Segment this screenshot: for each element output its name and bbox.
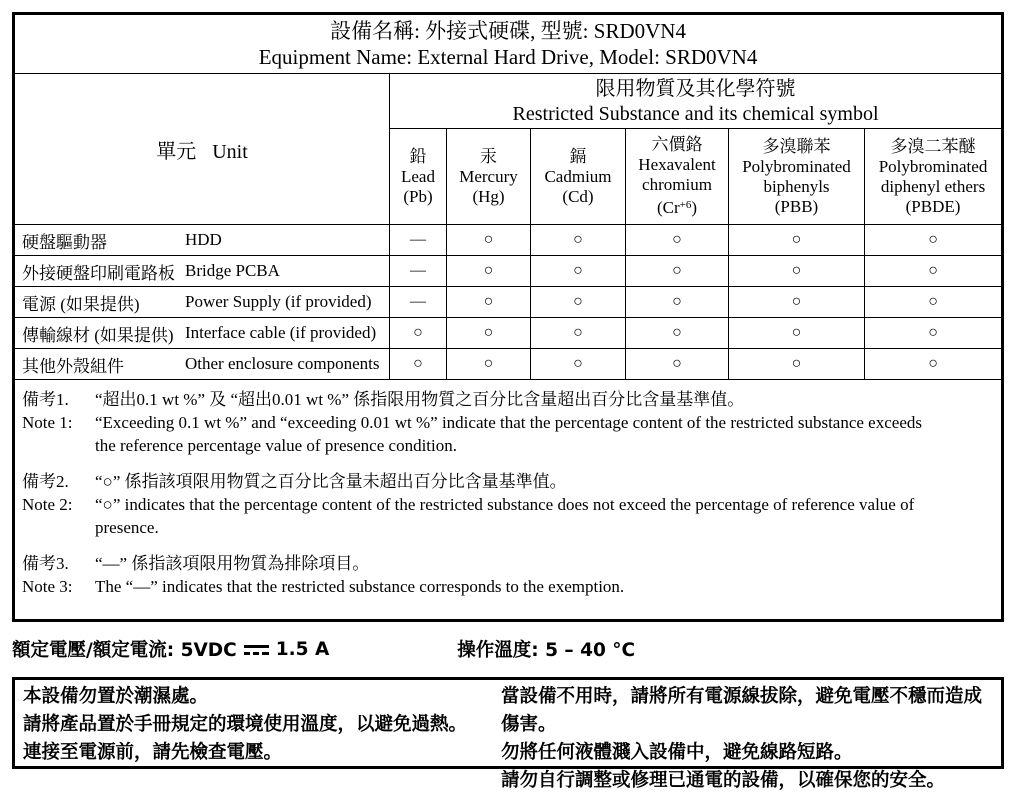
value-cell: — [390, 256, 447, 287]
value-cell: ○ [626, 256, 729, 287]
warning-item: 當設備不用時，請將所有電源線拔除，避免電壓不穩而造成傷害。 [501, 686, 983, 735]
note-1 [22, 388, 991, 457]
unit-zh: 外接硬盤印刷電路板 [22, 263, 175, 283]
note-2-label-en: Note 2: [22, 495, 73, 514]
equipment-title-row [14, 14, 1003, 74]
unit-en: HDD [185, 230, 222, 249]
pbb-zh: 多溴聯苯 [762, 136, 831, 156]
note-1-text-zh: “超出0.1 wt %” 及 “超出0.01 wt %” 係指限用物質之百分比含量超出百分比含量基準值。 [95, 390, 745, 409]
value-cell: ○ [729, 287, 865, 318]
unit-name-cell [14, 318, 390, 349]
unit-zh: 電源 (如果提供) [22, 294, 140, 314]
restricted-substances-table [12, 12, 1004, 622]
equipment-title-zh: 設備名稱: 外接式硬碟, 型號: SRD0VN4 [330, 19, 686, 43]
note-1-text-en: “Exceeding 0.1 wt %” and “exceeding 0.01 wt %” indicate that the percentage content of the restricted substance exceeds the reference percentage value of presence condition. [95, 413, 922, 455]
value-cell: ○ [626, 318, 729, 349]
rating-line [12, 637, 1004, 661]
table-row-other-enclosure [14, 349, 1003, 380]
hexavalent-chromium-zh: 六價鉻 [651, 135, 703, 154]
lead-en: Lead [401, 166, 435, 186]
col-header-cadmium [531, 129, 626, 225]
note-1-label-zh: 備考1. [22, 390, 69, 409]
value-cell: ○ [531, 349, 626, 380]
col-header-pbb [729, 129, 865, 225]
note-3-text-en: The “—” indicates that the restricted substance corresponds to the exemption. [95, 577, 625, 596]
restricted-header-en: Restricted Substance and its chemical symbol [512, 103, 879, 125]
unit-zh: 其他外殼組件 [22, 356, 124, 376]
pbde-symbol: (PBDE) [905, 196, 961, 216]
col-header-mercury [447, 129, 531, 225]
note-3-label-en: Note 3: [22, 577, 73, 596]
warning-item: 請將產品置於手冊規定的環境使用溫度，以避免過熱。 [23, 714, 468, 735]
pbde-zh: 多溴二苯醚 [890, 136, 976, 156]
cadmium-symbol: (Cd) [562, 186, 594, 206]
value-cell: — [390, 287, 447, 318]
value-cell: ○ [626, 225, 729, 256]
note-2-text-en: “○” indicates that the percentage content of the restricted substance does not exceed the percentage of reference value of presence. [95, 495, 915, 537]
unit-zh: 硬盤驅動器 [22, 232, 107, 252]
lead-zh: 鉛 [409, 146, 427, 166]
warning-item: 勿將任何液體濺入設備中，避免線路短路。 [501, 742, 853, 763]
value-cell: ○ [447, 287, 531, 318]
unit-en: Other enclosure components [185, 354, 380, 373]
note-3-text-zh: “—” 係指該項限用物質為排除項目。 [95, 554, 370, 573]
value-cell: ○ [531, 287, 626, 318]
notes-section [14, 380, 1003, 621]
equipment-title-en: Equipment Name: External Hard Drive, Model: SRD0VN4 [258, 45, 758, 69]
dc-current-symbol-icon [244, 645, 269, 655]
value-cell: ○ [729, 318, 865, 349]
col-header-lead [390, 129, 447, 225]
cadmium-en: Cadmium [544, 166, 612, 186]
operating-temperature: 操作溫度: 5 – 40 °C [457, 640, 636, 661]
lead-symbol: (Pb) [403, 186, 433, 206]
unit-name-cell [14, 349, 390, 380]
unit-name-cell [14, 256, 390, 287]
unit-en: Power Supply (if provided) [185, 292, 372, 311]
value-cell: ○ [626, 287, 729, 318]
unit-name-cell [14, 287, 390, 318]
restricted-header-zh: 限用物質及其化學符號 [595, 78, 796, 100]
note-2 [22, 470, 991, 539]
unit-zh: 傳輸線材 (如果提供) [22, 325, 174, 345]
value-cell: ○ [865, 256, 1003, 287]
unit-column-header [14, 74, 390, 225]
value-cell: ○ [531, 318, 626, 349]
unit-name-cell [14, 225, 390, 256]
warnings-left-column [23, 683, 501, 763]
value-cell: ○ [447, 318, 531, 349]
value-cell: ○ [729, 256, 865, 287]
note-1-label-en: Note 1: [22, 413, 73, 432]
value-cell: ○ [865, 287, 1003, 318]
pbb-symbol: (PBB) [774, 196, 819, 216]
rated-voltage-current-label: 額定電壓/額定電流: 5VDC [12, 640, 237, 661]
col-header-pbde [865, 129, 1003, 225]
safety-warnings-box [12, 677, 1004, 791]
value-cell: ○ [390, 318, 447, 349]
value-cell: ○ [531, 225, 626, 256]
hexavalent-chromium-en: Hexavalent chromium [638, 155, 716, 194]
restricted-substance-group-header [390, 74, 1003, 129]
value-cell: ○ [865, 225, 1003, 256]
rated-current-value: 1.5 A [275, 638, 330, 660]
table-row-power-supply [14, 287, 1003, 318]
unit-en: Bridge PCBA [185, 261, 280, 280]
value-cell: ○ [729, 225, 865, 256]
note-2-text-zh: “○” 係指該項限用物質之百分比含量未超出百分比含量基準值。 [95, 472, 567, 491]
value-cell: ○ [447, 349, 531, 380]
hexavalent-chromium-symbol: $(Cr^{+6})$ [656, 198, 698, 217]
cadmium-zh: 鎘 [569, 146, 587, 166]
notes-row [14, 380, 1003, 621]
warnings-right-column [501, 683, 993, 791]
table-row-interface-cable [14, 318, 1003, 349]
mercury-en: Mercury [459, 166, 518, 186]
table-row-hdd [14, 225, 1003, 256]
value-cell: ○ [447, 225, 531, 256]
pbde-en: Polybrominated diphenyl ethers [878, 156, 988, 196]
col-header-hexavalent-chromium [626, 129, 729, 225]
value-cell: ○ [865, 318, 1003, 349]
warning-item: 連接至電源前，請先檢查電壓。 [23, 742, 283, 763]
note-3-label-zh: 備考3. [22, 554, 69, 573]
unit-en: Interface cable (if provided) [185, 323, 377, 342]
value-cell: ○ [729, 349, 865, 380]
value-cell: ○ [865, 349, 1003, 380]
warning-item: 請勿自行調整或修理已通電的設備，以確保您的安全。 [501, 770, 946, 791]
mercury-symbol: (Hg) [472, 186, 505, 206]
equipment-title-cell [14, 14, 1003, 74]
mercury-zh: 汞 [480, 146, 497, 166]
pbb-en: Polybrominated biphenyls [742, 156, 851, 196]
unit-header-en: Unit [212, 140, 248, 163]
group-header-row [14, 74, 1003, 129]
note-2-label-zh: 備考2. [22, 472, 69, 491]
value-cell: ○ [531, 256, 626, 287]
value-cell: ○ [390, 349, 447, 380]
value-cell: ○ [626, 349, 729, 380]
table-row-bridge-pcba [14, 256, 1003, 287]
value-cell: ○ [447, 256, 531, 287]
value-cell: — [390, 225, 447, 256]
note-3 [22, 552, 991, 598]
unit-header-zh: 單元 [156, 140, 197, 163]
warning-item: 本設備勿置於潮濕處。 [23, 686, 209, 707]
